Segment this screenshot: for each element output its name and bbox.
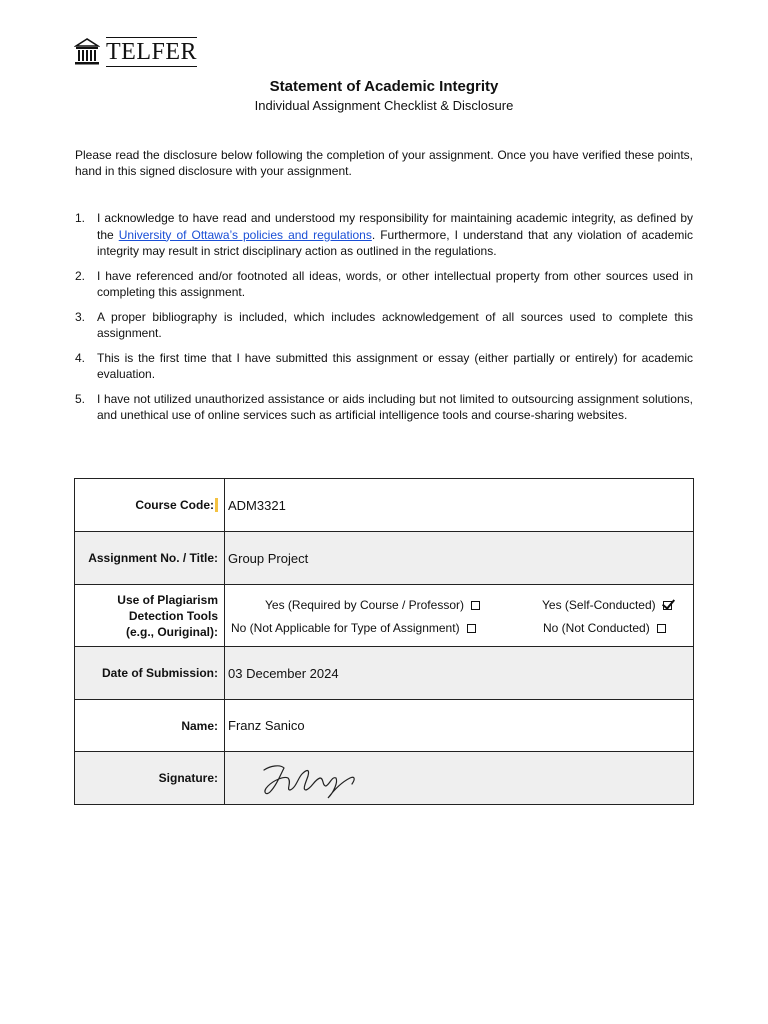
option-no-not-applicable[interactable]: No (Not Applicable for Type of Assignment)	[231, 621, 476, 635]
item-text: I have not utilized unauthorized assistance or aids including but not limited to outsourcing assignment solutions, and unethical use of online services such as artificial intelligence tools and course-sharing websites.	[97, 391, 693, 422]
name-field[interactable]: Franz Sanico	[228, 718, 305, 733]
integrity-checklist	[75, 210, 693, 432]
building-icon	[74, 38, 100, 66]
date-field[interactable]: 03 December 2024	[228, 665, 339, 681]
signature-row	[75, 752, 693, 804]
option-yes-self-conducted[interactable]: Yes (Self-Conducted)	[542, 598, 672, 612]
date-row	[75, 647, 693, 700]
assignment-field[interactable]: Group Project	[228, 550, 309, 566]
page-title: Statement of Academic Integrity	[269, 78, 499, 95]
list-item	[75, 350, 693, 383]
item-number: 4.	[75, 350, 86, 365]
option-yes-required[interactable]: Yes (Required by Course / Professor)	[265, 598, 480, 612]
plagiarism-tools-row	[75, 585, 693, 647]
plagiarism-options	[225, 585, 693, 646]
course-code-row	[75, 479, 693, 532]
name-label: Name:	[75, 700, 225, 751]
signature-label: Signature:	[75, 752, 225, 804]
item-text: A proper bibliography is included, which includes acknowledgement of all sources used to complete this assignment.	[97, 309, 693, 340]
item-number: 3.	[75, 309, 86, 324]
signature-field[interactable]	[225, 752, 693, 804]
disclosure-form	[74, 478, 694, 805]
plagiarism-tools-label: Use of Plagiarism Detection Tools (e.g., Ouriginal):	[75, 585, 225, 646]
list-item	[75, 210, 693, 260]
item-text: I have referenced and/or footnoted all ideas, words, or other intellectual property from other sources used in completing this assignment.	[97, 268, 693, 299]
logo-text: TELFER	[106, 39, 197, 65]
checkbox-no-not-conducted[interactable]	[657, 624, 666, 633]
item-number: 2.	[75, 268, 86, 283]
checkbox-no-not-applicable[interactable]	[467, 624, 476, 633]
assignment-label: Assignment No. / Title:	[75, 532, 225, 584]
telfer-logo	[74, 37, 197, 67]
option-no-not-conducted[interactable]: No (Not Conducted)	[543, 621, 666, 635]
field-highlight-marker	[215, 498, 218, 512]
item-number: 5.	[75, 391, 86, 406]
checkbox-yes-self-conducted[interactable]	[663, 601, 672, 610]
course-code-field[interactable]: ADM3321	[228, 497, 286, 513]
assignment-row	[75, 532, 693, 585]
name-row	[75, 700, 693, 752]
intro-paragraph: Please read the disclosure below following the completion of your assignment. Once you have verified these points, hand in this signed disclosure with your assignment.	[75, 148, 693, 178]
item-text: This is the first time that I have submitted this assignment or essay (either partially or entirely) for academic evaluation.	[97, 350, 693, 381]
course-code-label: Course Code:	[75, 479, 225, 531]
page-subtitle: Individual Assignment Checklist & Disclosure	[254, 98, 514, 113]
list-item	[75, 309, 693, 342]
signature-image	[256, 756, 366, 800]
item-text: I acknowledge to have read and understood my responsibility for maintaining academic integrity, as defined by the University of Ottawa’s policies and regulations. Furthermore, I understand that any violation of academic integrity may result in strict disciplinary action as outlined in the regulations.	[97, 211, 693, 258]
checkbox-yes-required[interactable]	[471, 601, 480, 610]
date-label: Date of Submission:	[75, 647, 225, 699]
item-number: 1.	[75, 211, 86, 225]
list-item	[75, 391, 693, 424]
list-item	[75, 268, 693, 301]
policies-link[interactable]: University of Ottawa’s policies and regulations	[118, 227, 372, 242]
